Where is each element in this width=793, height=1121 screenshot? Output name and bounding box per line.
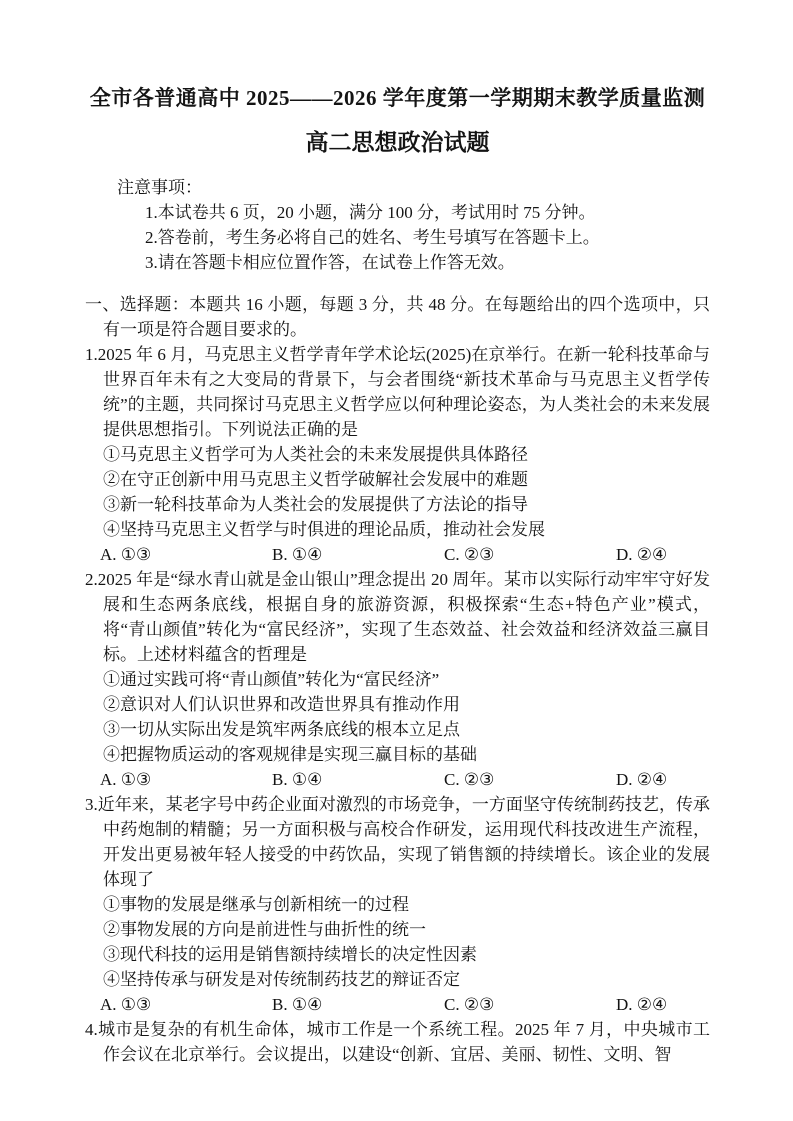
section-heading: 一、选择题：本题共 16 小题，每题 3 分，共 48 分。在每题给出的四个选项中，只有一项是符合题目要求的。 xyxy=(85,295,710,339)
question-1 xyxy=(85,342,710,567)
question-option: ③新一轮科技革命为人类社会的发展提供了方法论的指导 xyxy=(103,495,528,514)
question-option: ④把握物质运动的客观规律是实现三赢目标的基础 xyxy=(103,745,477,764)
choice-a: A. ①③ xyxy=(100,995,152,1014)
choice-c: C. ②③ xyxy=(444,995,495,1014)
question-option: ①通过实践可将“青山颜值”转化为“富民经济” xyxy=(103,670,440,689)
question-option: ②意识对人们认识世界和改造世界具有推动作用 xyxy=(103,695,460,714)
question-option: ④坚持传承与研发是对传统制药技艺的辩证否定 xyxy=(103,970,460,989)
page-title: 全市各普通高中 2025——2026 学年度第一学期期末教学质量监测 xyxy=(89,86,706,110)
choice-d: D. ②④ xyxy=(616,995,668,1014)
question-stem: 4.城市是复杂的有机生命体，城市工作是一个系统工程。2025 年 7 月，中央城市工作会议在北京举行。会议提出，以建设“创新、宜居、美丽、韧性、文明、智 xyxy=(85,1020,710,1064)
choice-c: C. ②③ xyxy=(444,545,495,564)
choice-d: D. ②④ xyxy=(616,545,668,564)
question-option: ②在守正创新中用马克思主义哲学破解社会发展中的难题 xyxy=(103,470,528,489)
notice-section xyxy=(85,175,710,275)
question-option: ④坚持马克思主义哲学与时俱进的理论品质，推动社会发展 xyxy=(103,520,545,539)
choice-b: B. ①④ xyxy=(272,995,323,1014)
answer-choices xyxy=(85,542,710,567)
question-option: ①事物的发展是继承与创新相统一的过程 xyxy=(103,895,409,914)
choice-b: B. ①④ xyxy=(272,545,323,564)
question-4 xyxy=(85,1017,710,1067)
choice-d: D. ②④ xyxy=(616,770,668,789)
question-3 xyxy=(85,792,710,1017)
notice-item: 2.答卷前，考生务必将自己的姓名、考生号填写在答题卡上。 xyxy=(145,228,600,247)
question-option: ②事物发展的方向是前进性与曲折性的统一 xyxy=(103,920,426,939)
question-stem: 1.2025 年 6 月，马克思主义哲学青年学术论坛(2025)在京举行。在新一轮科技革命与世界百年未有之大变局的背景下，与会者围绕“新技术革命与马克思主义哲学传统”的主题，共同探讨马克思主义哲学应以何种理论姿态，为人类社会的未来发展提供思想指引。下列说法正确的是 xyxy=(85,345,710,439)
answer-choices xyxy=(85,767,710,792)
question-option: ③现代科技的运用是销售额持续增长的决定性因素 xyxy=(103,945,477,964)
choice-a: A. ①③ xyxy=(100,770,152,789)
choice-b: B. ①④ xyxy=(272,770,323,789)
question-stem: 2.2025 年是“绿水青山就是金山银山”理念提出 20 周年。某市以实际行动牢牢守好发展和生态两条底线，根据自身的旅游资源，积极探索“生态+特色产业”模式，将“青山颜值”转化为“富民经济”，实现了生态效益、社会效益和经济效益三赢目标。上述材料蕴含的哲理是 xyxy=(85,570,710,664)
notice-item: 1.本试卷共 6 页，20 小题，满分 100 分，考试用时 75 分钟。 xyxy=(145,203,596,222)
question-2 xyxy=(85,567,710,792)
choice-c: C. ②③ xyxy=(444,770,495,789)
page-subtitle: 高二思想政治试题 xyxy=(305,130,490,155)
choice-a: A. ①③ xyxy=(100,545,152,564)
answer-choices xyxy=(85,992,710,1017)
notice-item: 3.请在答题卡相应位置作答，在试卷上作答无效。 xyxy=(145,253,515,272)
question-stem: 3.近年来，某老字号中药企业面对激烈的市场竞争，一方面坚守传统制药技艺，传承中药炮制的精髓；另一方面积极与高校合作研发，运用现代科技改进生产流程，开发出更易被年轻人接受的中药饮品，实现了销售额的持续增长。该企业的发展体现了 xyxy=(85,795,710,889)
question-option: ③一切从实际出发是筑牢两条底线的根本立足点 xyxy=(103,720,460,739)
question-option: ①马克思主义哲学可为人类社会的未来发展提供具体路径 xyxy=(103,445,528,464)
notice-heading: 注意事项： xyxy=(117,178,202,197)
